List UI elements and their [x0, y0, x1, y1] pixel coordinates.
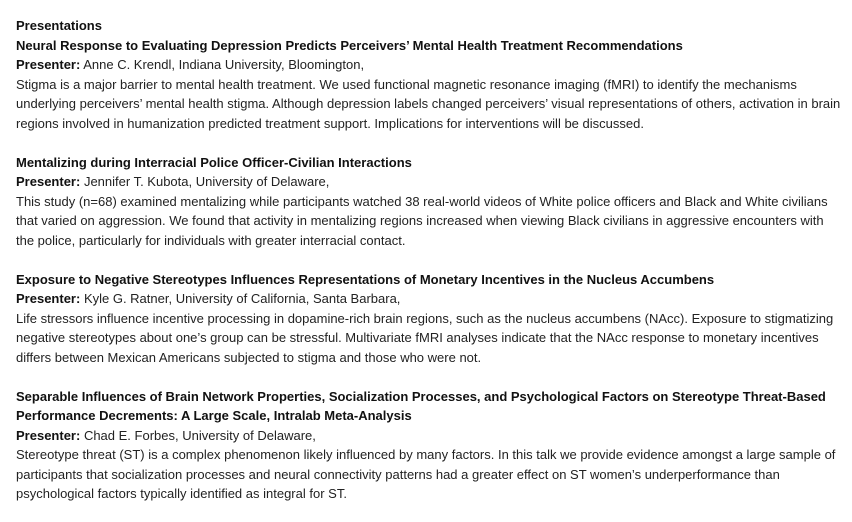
presenter-name: Jennifer T. Kubota, University of Delaware,	[83, 174, 330, 189]
presenter-line	[16, 55, 844, 75]
talk-title: Separable Influences of Brain Network Properties, Socialization Processes, and Psychological Factors on Stereotype Threat-Based Performance Decrements: A Large Scale, Intralab Meta-Analysis	[16, 388, 826, 423]
talk-item	[16, 36, 844, 134]
talk-abstract: Stereotype threat (ST) is a complex phenomenon likely influenced by many factors. In this talk we provide evidence amongst a large sample of participants that socialization processes and neural connectivity patterns had a greater effect on ST women’s underperformance than psychological factors typically identified as integral for ST.	[16, 447, 836, 501]
talk-abstract: Life stressors influence incentive processing in dopamine-rich brain regions, such as the nucleus accumbens (NAcc). Exposure to stigmatizing negative stereotypes about one’s group can be stressful. Multivariate fMRI analyses indicate that the NAcc response to monetary incentives differs between Mexican Americans subjected to stigma and those who were not.	[16, 310, 834, 365]
talk-abstract: This study (n=68) examined mentalizing while participants watched 38 real-world videos of White police officers and Black and White civilians that varied on aggression. We found that activity in mentalizing regions increased when viewing Black civilians in aggressive encounters with the police, particularly for individuals with greater interracial contact.	[16, 193, 828, 248]
presenter-line	[16, 289, 844, 309]
presenter-label: Presenter:	[16, 57, 81, 72]
talk-title: Mentalizing during Interracial Police Officer-Civilian Interactions	[16, 154, 412, 170]
talk-abstract: Stigma is a major barrier to mental health treatment. We used functional magnetic resonance imaging (fMRI) to identify the mechanisms underlying perceivers’ mental health stigma. Although depression labels changed perceivers’ visual representations of others, activation in brain regions involved in humanization predicted treatment support. Implications for interventions will be discussed.	[16, 76, 841, 131]
section-heading: Presentations	[16, 18, 102, 33]
talk-title: Neural Response to Evaluating Depression Predicts Perceivers’ Mental Health Treatment Recommendations	[16, 37, 683, 53]
talk-item	[16, 270, 844, 368]
presenter-line	[16, 172, 844, 192]
talk-item	[16, 387, 844, 504]
presenter-label: Presenter:	[16, 174, 81, 189]
presenter-name: Anne C. Krendl, Indiana University, Bloomington,	[83, 57, 365, 72]
presenter-label: Presenter:	[16, 427, 81, 443]
talk-item	[16, 153, 844, 251]
presenter-name: Kyle G. Ratner, University of California, Santa Barbara,	[83, 291, 401, 306]
talk-title: Exposure to Negative Stereotypes Influences Representations of Monetary Incentives in the Nucleus Accumbens	[16, 271, 715, 287]
presenter-name: Chad E. Forbes, University of Delaware,	[83, 427, 316, 443]
presenter-line	[16, 426, 844, 446]
presenter-label: Presenter:	[16, 291, 81, 306]
